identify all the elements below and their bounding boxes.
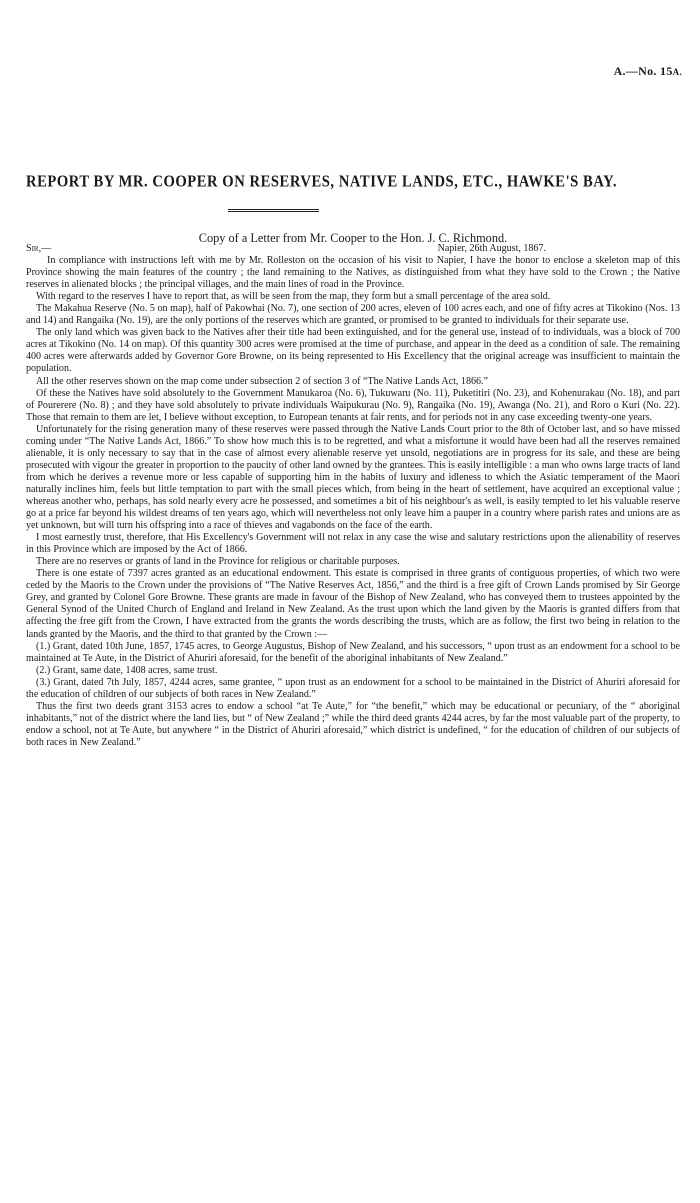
paragraph: All the other reserves shown on the map come under subsection 2 of section 3 of “The Native Lands Act, 1866.” <box>36 375 488 387</box>
paragraph: (1.) Grant, dated 10th June, 1857, 1745 acres, to George Augustus, Bishop of New Zealand, and his successors, “ upon trust as an endowment for a school to be maintained at Te Aute, in the District of Ahuriri aforesaid, for the benefit of the aboriginal inhabitants of New Zealand.” <box>26 640 680 664</box>
page-number: A.—No. 15A. <box>613 64 682 78</box>
report-title: REPORT BY MR. COOPER ON RESERVES, NATIVE LANDS, ETC., HAWKE'S BAY. <box>26 173 618 191</box>
paragraph: With regard to the reserves I have to report that, as will be seen from the map, they form but a small percentage of the area sold. <box>36 291 551 303</box>
paragraph: Unfortunately for the rising generation many of these reserves were passed through the Native Lands Court prior to the 8th of October last, and so have missed coming under “The Native Lands Act, 1866.” To show how much this is to be regretted, and what a misfortune it would have been had all the reserves remained alienable, it is only necessary to say that in the case of almost every alienable reserve yet unsold, negotiations are in progress for its sale, and these are being prosecuted with vigour the greater in proportion to the paucity of other land owned by the grantees. This is easily intelligible : a man who owns large tracts of land from which he derives a revenue more or less capable of supporting him in the habits of luxury and idleness to which the Asiatic temperament of the Maori naturally inclines him, feels but little temptation to part with the small pieces which, from being in the heart of settlement, have acquired an exceptional value ; whereas another who, perhaps, has sold nearly every acre he possessed, and sometimes a bit of his neighbour's as well, is easily tempted to let his valuable reserve go at a price far beyond his wildest dreams of ten years ago, which will nevertheless not only leave him a pauper in a country where parish rates and unions are as yet unknown, but will turn his offspring into a race of thieves and vagabonds on the face of the earth. <box>26 423 680 532</box>
place-date: Napier, 26th August, 1867. <box>437 243 546 254</box>
paragraph: (3.) Grant, dated 7th July, 1857, 4244 acres, same grantee, “ upon trust as an endowment for a school to be maintained in the District of Ahuriri aforesaid for the education of children of our subjects of both races in New Zealand.” <box>26 676 680 700</box>
title-divider <box>228 209 319 212</box>
salutation-line <box>26 243 680 255</box>
letter-body <box>26 243 680 749</box>
salutation: Sir,— <box>26 243 52 254</box>
paragraph: The only land which was given back to the Natives after their title had been extinguished, and for the general use, instead of to individuals, was a block of 700 acres at Tikokino (No. 14 on map). Of this quantity 300 acres were promised at the time of purchase, and appear in the deed as a condition of sale. The remaining 400 acres were afterwards added by Governor Gore Browne, on its being represented to His Excellency that the original acreage was insufficient to maintain the population. <box>26 327 680 375</box>
page-number-suffix: A. <box>672 67 682 77</box>
paragraph: I most earnestly trust, therefore, that His Excellency's Government will not relax in any case the wise and salutary restrictions upon the alienability of reserves in this Province which are imposed by the Act of 1866. <box>26 532 680 556</box>
paragraph: The Makahua Reserve (No. 5 on map), half of Pakowhai (No. 7), one section of 200 acres, eleven of 100 acres each, and one of fifty acres at Tikokino (Nos. 13 and 14) and Rangaika (No. 19), are the only portions of the reserves which are granted, or promised to be granted to individuals for their separate use. <box>26 303 680 327</box>
paragraph: Of these the Natives have sold absolutely to the Government Manukaroa (No. 6), Tukuwaru (No. 11), Puketitiri (No. 23), and Kohenurakau (No. 18), and part of Pourerere (No. 8) ; and they have sold absolutely to private individuals Waipukurau (No. 9), Rangaika (No. 19), Awanga (No. 21), and Roro o Kuri (No. 22). Those that remain to them are let, I believe without exception, to European tenants at fair rents, and for periods not in any case exceeding twenty-one years. <box>26 387 680 423</box>
paragraph: There is one estate of 7397 acres granted as an educational endowment. This estate is comprised in three grants of contiguous properties, of which two were ceded by the Maoris to the Crown under the provisions of “The Native Reserves Act, 1856,” and the third is a free gift of Crown Lands promised by Sir George Grey, and granted by Colonel Gore Browne. These grants are made in favour of the Bishop of New Zealand, who has conveyed them to trustees appointed by the General Synod of the United Church of England and Ireland in New Zealand. As the trust upon which the land given by the Maoris is granted differs from that affecting the free gift from the Crown, I have extracted from the grants the words describing the trusts, which are as follow, the first two being in relation to the lands granted by the Maoris, and the third to that granted by the Crown :— <box>26 568 680 640</box>
paragraph: Thus the first two deeds grant 3153 acres to endow a school “at Te Aute,” for “the benefit,” which may be educational or pecuniary, of the “ aboriginal inhabitants,” not of the district where the land lies, but “ of New Zealand ;” while the third deed grants 4244 acres, by far the most valuable part of the property, to endow a school, not at Te Aute, but anywhere “ in the District of Ahuriri aforesaid,” which district is undefined, “ for the education of children of our subjects of both races in New Zealand.” <box>26 700 680 748</box>
paragraph: (2.) Grant, same date, 1408 acres, same trust. <box>36 664 218 676</box>
paragraph: There are no reserves or grants of land in the Province for religious or charitable purposes. <box>36 556 400 568</box>
paragraph: In compliance with instructions left with me by Mr. Rolleston on the occasion of his visit to Napier, I have the honor to enclose a skeleton map of this Province showing the main features of the country ; the land remaining to the Natives, as distinguished from what they have sold to the Crown ; the Native reserves in alienated blocks ; the principal villages, and the main lines of road in the Province. <box>26 255 680 291</box>
letter-heading: Copy of a Letter from Mr. Cooper to the Hon. J. C. Richmond. <box>198 231 508 245</box>
